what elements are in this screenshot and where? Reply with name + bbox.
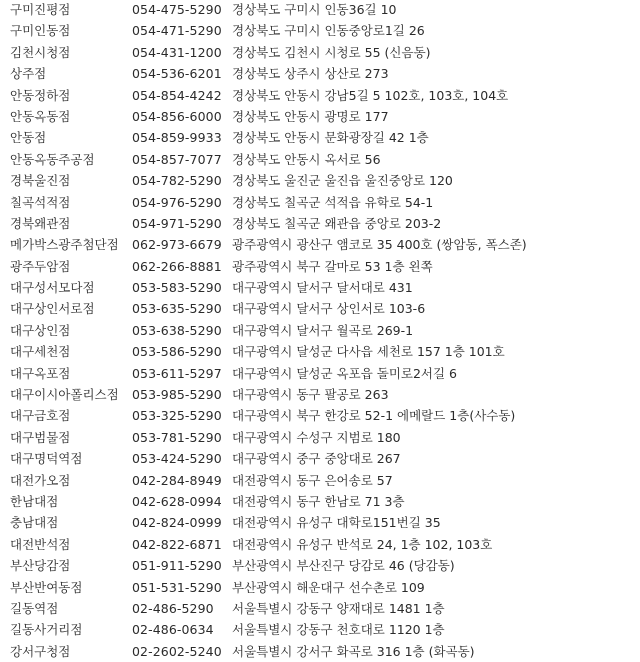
store-phone: 051-911-5290	[132, 558, 222, 574]
store-address: 대구광역시 동구 팔공로 263	[232, 387, 389, 403]
store-address: 경상북도 상주시 상산로 273	[232, 66, 389, 82]
store-phone: 053-985-5290	[132, 387, 222, 403]
store-phone: 051-531-5290	[132, 579, 222, 595]
store-phone: 042-822-6871	[132, 536, 222, 552]
store-name: 상주점	[10, 66, 47, 82]
store-phone: 054-854-4242	[132, 87, 222, 103]
store-address: 경상북도 김천시 시청로 55 (신음동)	[232, 44, 431, 60]
store-phone: 054-971-5290	[132, 215, 222, 231]
store-name: 대구범물점	[10, 429, 71, 445]
store-row	[0, 470, 640, 491]
store-name: 안동정하점	[10, 87, 71, 103]
store-name: 대구세천점	[10, 344, 71, 360]
store-address: 경상북도 안동시 광명로 177	[232, 108, 389, 124]
store-phone: 053-325-5290	[132, 408, 222, 424]
store-phone: 054-859-9933	[132, 130, 222, 146]
store-row	[0, 63, 640, 84]
store-row	[0, 448, 640, 469]
store-row	[0, 320, 640, 341]
store-phone: 053-586-5290	[132, 344, 222, 360]
store-row	[0, 42, 640, 63]
store-phone: 062-973-6679	[132, 237, 222, 253]
store-address: 대구광역시 중구 중앙대로 267	[232, 451, 401, 467]
store-phone: 054-536-6201	[132, 66, 222, 82]
store-name: 대구명덕역점	[10, 451, 83, 467]
store-name: 메가박스광주첨단점	[10, 237, 119, 253]
store-phone: 053-638-5290	[132, 322, 222, 338]
store-row	[0, 491, 640, 512]
store-address: 대구광역시 북구 한강로 52-1 에메랄드 1층(사수동)	[232, 408, 516, 424]
store-address: 대전광역시 유성구 반석로 24, 1층 102, 103호	[232, 536, 493, 552]
store-phone: 054-976-5290	[132, 194, 222, 210]
store-address: 대전광역시 동구 은어송로 57	[232, 472, 393, 488]
store-row	[0, 577, 640, 598]
store-row	[0, 384, 640, 405]
store-row	[0, 598, 640, 619]
store-name: 대구금호점	[10, 408, 71, 424]
store-phone: 054-471-5290	[132, 23, 222, 39]
store-name: 광주두암점	[10, 258, 71, 274]
store-phone: 02-486-0634	[132, 622, 214, 638]
store-row	[0, 256, 640, 277]
store-address: 부산광역시 부산진구 당감로 46 (당감동)	[232, 558, 455, 574]
store-row	[0, 213, 640, 234]
store-address: 부산광역시 해운대구 선수촌로 109	[232, 579, 425, 595]
store-row	[0, 405, 640, 426]
store-row	[0, 298, 640, 319]
store-row	[0, 234, 640, 255]
store-row	[0, 0, 640, 20]
store-name: 칠곡석적점	[10, 194, 71, 210]
store-phone: 054-856-6000	[132, 108, 222, 124]
store-name: 충남대점	[10, 515, 59, 531]
store-address: 서울특별시 강동구 천호대로 1120 1층	[232, 622, 445, 638]
store-phone: 053-583-5290	[132, 280, 222, 296]
store-address: 경상북도 칠곡군 왜관읍 중앙로 203-2	[232, 215, 442, 231]
store-row	[0, 555, 640, 576]
store-name: 길동역점	[10, 600, 59, 616]
store-phone: 02-2602-5240	[132, 643, 222, 659]
store-name: 경북왜관점	[10, 215, 71, 231]
store-address: 서울특별시 강동구 양재대로 1481 1층	[232, 600, 445, 616]
store-name: 대전반석점	[10, 536, 71, 552]
store-phone: 042-284-8949	[132, 472, 222, 488]
store-row	[0, 85, 640, 106]
store-address: 서울특별시 강서구 화곡로 316 1층 (화곡동)	[232, 643, 475, 659]
store-phone: 054-431-1200	[132, 44, 222, 60]
store-address: 대구광역시 수성구 지범로 180	[232, 429, 401, 445]
store-row	[0, 170, 640, 191]
store-name: 대구상인서로점	[10, 301, 95, 317]
store-address: 대전광역시 유성구 대학로151번길 35	[232, 515, 441, 531]
store-name: 안동점	[10, 130, 47, 146]
store-address: 경상북도 안동시 옥서로 56	[232, 151, 381, 167]
store-name: 길동사거리점	[10, 622, 83, 638]
store-address: 경상북도 울진군 울진읍 울진중앙로 120	[232, 173, 453, 189]
store-name: 구미진평점	[10, 2, 71, 17]
store-address: 대구광역시 달성군 다사읍 세천로 157 1층 101호	[232, 344, 505, 360]
store-address: 광주광역시 북구 갈마로 53 1층 왼쪽	[232, 258, 433, 274]
store-row	[0, 106, 640, 127]
store-row	[0, 363, 640, 384]
store-name: 대구성서모다점	[10, 280, 95, 296]
store-address: 대구광역시 달서구 달서대로 431	[232, 280, 413, 296]
store-phone: 042-628-0994	[132, 493, 222, 509]
store-row	[0, 512, 640, 533]
store-phone: 02-486-5290	[132, 600, 214, 616]
store-address: 경상북도 안동시 문화광장길 42 1층	[232, 130, 429, 146]
store-address: 대구광역시 달서구 월곡로 269-1	[232, 322, 414, 338]
store-name: 대구이시아폴리스점	[10, 387, 119, 403]
store-address: 경상북도 칠곡군 석적읍 유학로 54-1	[232, 194, 434, 210]
store-row	[0, 192, 640, 213]
store-row	[0, 277, 640, 298]
store-phone: 053-781-5290	[132, 429, 222, 445]
store-address: 대구광역시 달서구 상인서로 103-6	[232, 301, 426, 317]
store-address: 대구광역시 달성군 옥포읍 돌미로2서길 6	[232, 365, 457, 381]
store-phone: 054-475-5290	[132, 2, 222, 17]
store-row	[0, 341, 640, 362]
store-name: 강서구청점	[10, 643, 71, 659]
store-name: 구미인동점	[10, 23, 71, 39]
store-address: 경상북도 구미시 인동중앙로1길 26	[232, 23, 425, 39]
store-address: 경상북도 구미시 인동36길 10	[232, 2, 397, 17]
store-address: 광주광역시 광산구 앰코로 35 400호 (쌍암동, 폭스존)	[232, 237, 527, 253]
store-phone: 062-266-8881	[132, 258, 222, 274]
store-name: 안동옥동점	[10, 108, 71, 124]
store-phone: 053-635-5290	[132, 301, 222, 317]
store-row	[0, 427, 640, 448]
store-phone: 042-824-0999	[132, 515, 222, 531]
store-name: 대구옥포점	[10, 365, 71, 381]
store-name: 한남대점	[10, 493, 59, 509]
store-row	[0, 20, 640, 41]
store-phone: 053-611-5297	[132, 365, 222, 381]
store-phone: 054-782-5290	[132, 173, 222, 189]
store-row	[0, 149, 640, 170]
store-name: 경북울진점	[10, 173, 71, 189]
store-name: 안동옥동주공점	[10, 151, 95, 167]
store-name: 김천시청점	[10, 44, 71, 60]
store-address: 대전광역시 동구 한남로 71 3층	[232, 493, 405, 509]
store-row	[0, 127, 640, 148]
store-phone: 053-424-5290	[132, 451, 222, 467]
store-row	[0, 534, 640, 555]
store-row	[0, 641, 640, 662]
store-address: 경상북도 안동시 강남5길 5 102호, 103호, 104호	[232, 87, 509, 103]
store-name: 부산당감점	[10, 558, 71, 574]
store-phone: 054-857-7077	[132, 151, 222, 167]
store-row	[0, 619, 640, 640]
store-name: 대전가오점	[10, 472, 71, 488]
store-name: 대구상인점	[10, 322, 71, 338]
store-name: 부산반여동점	[10, 579, 83, 595]
